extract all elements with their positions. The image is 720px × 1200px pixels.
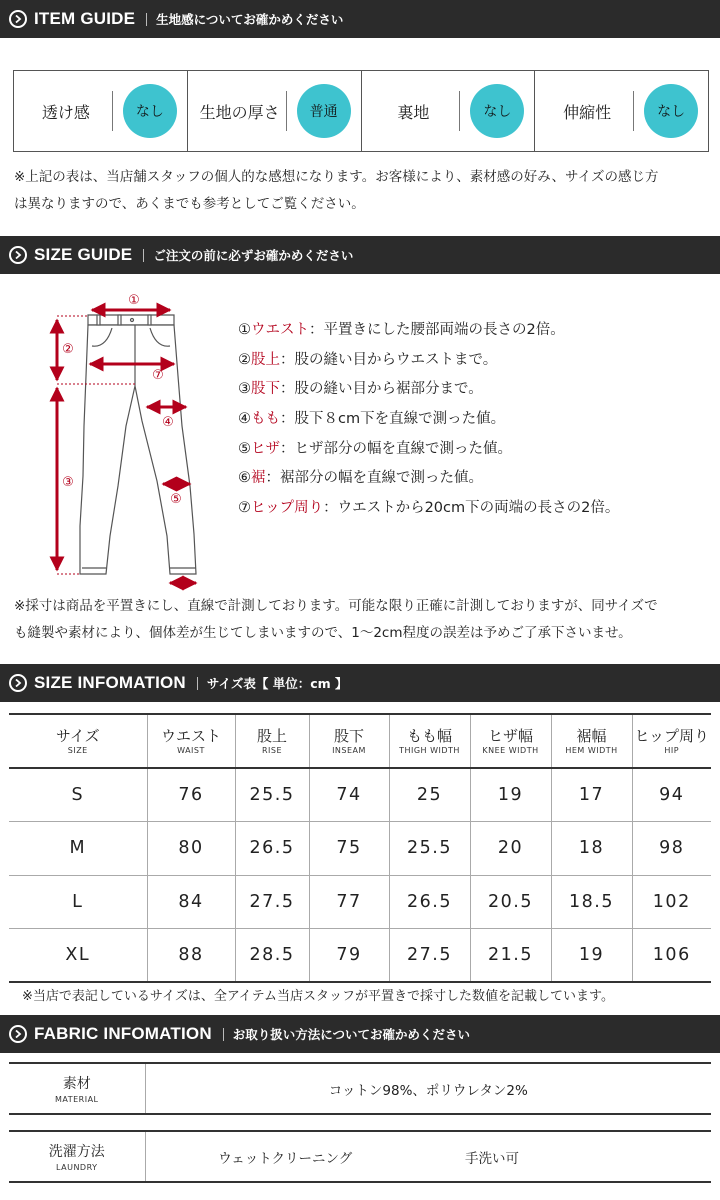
- chevron-right-icon: [9, 246, 27, 264]
- marker-7: ⑦: [152, 368, 164, 383]
- guide-badge: なし: [644, 84, 698, 138]
- size-info-note: ※当店で表記しているサイズは、全アイテム当店スタッフが平置きで採寸した数値を記載しています。: [22, 989, 614, 1004]
- guide-badge: 普通: [297, 84, 351, 138]
- guide-label: 裏地: [397, 102, 430, 122]
- legend-item: ⑤ヒザ：ヒザ部分の幅を直線で測った値。: [238, 440, 512, 457]
- section-subtitle: お取り扱い方法についてお確かめください: [232, 1027, 471, 1042]
- marker-5: ⑤: [170, 492, 182, 507]
- pants-diagram: [40, 286, 220, 594]
- guide-badge: なし: [470, 84, 524, 138]
- size-table: [9, 713, 711, 983]
- table-row: M 80 26.5 75 25.5 20 18 98: [9, 822, 711, 876]
- legend-item: ①ウエスト：平置きにした腰部両端の長さの2倍。: [238, 322, 565, 338]
- material-value: コットン98%、ポリウレタン2%: [328, 1082, 528, 1099]
- guide-cell: [535, 71, 708, 151]
- material-table: [9, 1062, 711, 1115]
- section-title: SIZE GUIDE: [34, 245, 133, 264]
- column-header: ヒザ幅 KNEE WIDTH: [470, 714, 551, 768]
- guide-label: 伸縮性: [563, 102, 612, 122]
- table-header-row: [9, 714, 711, 768]
- item-guide-note: ※上記の表は、当店舗スタッフの個人的な感想になります。お客様により、素材感の好み、サイズの感じ方 は異なりますので、あくまでも参考としてご覧ください。: [14, 169, 659, 212]
- laundry-value: ウェットクリーニング: [218, 1150, 353, 1167]
- marker-4: ④: [162, 415, 174, 430]
- size-guide-note: ※採寸は商品を平置きにし、直線で計測しております。可能な限り正確に計測しておりますが、同サイズで も縫製や素材により、個体差が生じてしまいますので、1〜2cm程度の誤差は予めご了承下さいませ。: [14, 598, 658, 641]
- size-guide-header: [0, 236, 720, 274]
- column-header: 股上 RISE: [235, 714, 309, 768]
- size-legend: [238, 316, 619, 524]
- marker-2: ②: [62, 342, 74, 357]
- item-guide-box: [13, 70, 709, 152]
- table-row: XL 88 28.5 79 27.5 21.5 19 106: [9, 929, 711, 983]
- guide-cell: [188, 71, 362, 151]
- table-row: [9, 1063, 711, 1114]
- legend-item: ⑥裾：裾部分の幅を直線で測った値。: [238, 470, 483, 487]
- fabric-info-header: [0, 1015, 720, 1053]
- section-subtitle: サイズ表【 単位：cm 】: [206, 676, 348, 691]
- guide-label: 生地の厚さ: [199, 102, 280, 122]
- chevron-right-icon: [9, 1025, 27, 1043]
- column-header: 股下 INSEAM: [309, 714, 389, 768]
- column-header: サイズ SIZE: [9, 714, 147, 768]
- legend-item: ⑦ヒップ周り：ウエストから20cm下の両端の長さの2倍。: [238, 500, 620, 517]
- marker-3: ③: [62, 475, 74, 490]
- laundry-header: 洗濯方法 LAUNDRY: [9, 1131, 145, 1182]
- section-subtitle: ご注文の前に必ずお確かめください: [153, 248, 354, 263]
- guide-cell: [14, 71, 188, 151]
- table-row: L 84 27.5 77 26.5 20.5 18.5 102: [9, 875, 711, 929]
- column-header: もも幅 THIGH WIDTH: [389, 714, 470, 768]
- material-header: 素材 MATERIAL: [9, 1063, 145, 1114]
- pants-outline: [80, 315, 196, 574]
- chevron-right-icon: [9, 674, 27, 692]
- legend-item: ③股下：股の縫い目から裾部分まで。: [238, 381, 483, 398]
- item-guide-header: [0, 0, 720, 38]
- table-row: S 76 25.5 74 25 19 17 94: [9, 768, 711, 822]
- section-title: ITEM GUIDE: [34, 9, 136, 28]
- guide-badge: なし: [123, 84, 177, 138]
- table-row: [9, 1131, 711, 1182]
- legend-item: ②股上：股の縫い目からウエストまで。: [238, 351, 498, 368]
- laundry-value: 手洗い可: [465, 1150, 519, 1167]
- section-title: SIZE INFOMATION: [34, 673, 186, 692]
- guide-label: 透け感: [41, 102, 90, 122]
- section-subtitle: 生地感についてお確かめください: [156, 12, 344, 27]
- column-header: ヒップ周り HIP: [632, 714, 711, 768]
- column-header: 裾幅 HEM WIDTH: [551, 714, 632, 768]
- chevron-right-icon: [9, 10, 27, 28]
- marker-1: ①: [128, 293, 140, 308]
- legend-item: ④もも：股下８cm下を直線で測った値。: [238, 411, 506, 428]
- section-title: FABRIC INFOMATION: [34, 1024, 212, 1043]
- guide-cell: [362, 71, 536, 151]
- marker-6: ⑥: [176, 578, 188, 593]
- size-info-header: [0, 664, 720, 702]
- laundry-table: [9, 1130, 711, 1183]
- column-header: ウエスト WAIST: [147, 714, 235, 768]
